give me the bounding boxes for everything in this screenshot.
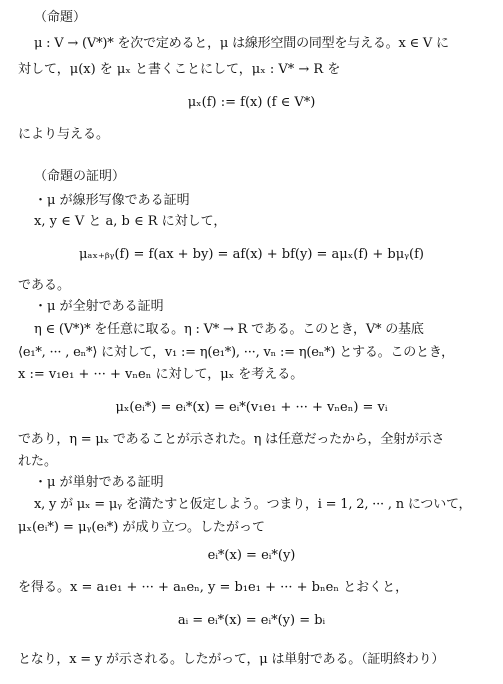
linearity-subheading: ・μ が線形写像である証明 [34, 193, 190, 208]
proof-heading: （命題の証明） [34, 169, 126, 184]
proof-text-line: x, y が μₓ = μᵧ を満たすと仮定しよう。つまり，i = 1, 2, ··· , n について， [34, 497, 472, 512]
surjectivity-formula: μₓ(eᵢ*) = eᵢ*(x) = eᵢ*(v₁e₁ + ··· + vₙeₙ) = vᵢ [115, 400, 388, 415]
definition-formula: μₓ(f) := f(x) (f ∈ V*) [187, 95, 316, 110]
injectivity-subheading: ・μ が単射である証明 [34, 475, 164, 490]
proof-text-line: x := v₁e₁ + ··· + vₙeₙ に対して，μₓ を考える。 [18, 367, 304, 382]
proof-text-line: ⟨e₁*, ··· , eₙ*⟩ に対して，v₁ := η(e₁*), ···, vₙ := η(eₙ*) とする。このとき， [18, 345, 454, 360]
surjectivity-subheading: ・μ が全射である証明 [34, 299, 164, 314]
coefficient-formula: aᵢ = eᵢ*(x) = eᵢ*(y) = bᵢ [177, 613, 326, 628]
proof-text-line: μₓ(eᵢ*) = μᵧ(eᵢ*) が成り立つ。したがって [18, 520, 265, 535]
proposition-heading: （命題） [34, 10, 87, 25]
proof-text-line: であり，η = μₓ であることが示された。η は任意だったから，全射が示さ [18, 432, 445, 447]
proof-text-line: x, y ∈ V と a, b ∈ R に対して， [34, 214, 227, 229]
linearity-formula: μₐₓ₊ᵦᵧ(f) = f(ax + by) = af(x) + bf(y) = aμₓ(f) + bμᵧ(f) [78, 247, 424, 262]
proof-conclusion-line: となり，x = y が示される。したがって，μ は単射である。（証明終わり） [18, 652, 445, 667]
proposition-text-line: μ : V → (V*)* を次で定めると，μ は線形空間の同型を与える。x ∈ V に [34, 36, 449, 51]
proof-text-line: れた。 [18, 454, 58, 469]
proposition-text-line: 対して，μ(x) を μₓ と書くことにして，μₓ : V* → R を [18, 62, 341, 77]
proof-text-line: である。 [18, 278, 71, 293]
proof-text-line: η ∈ (V*)* を任意に取る。η : V* → R である。このとき，V* の基底 [34, 322, 424, 337]
proposition-text-line: により与える。 [18, 127, 110, 142]
proof-text-line: を得る。x = a₁e₁ + ··· + aₙeₙ, y = b₁e₁ + ··· + bₙeₙ とおくと， [18, 580, 409, 595]
injectivity-formula: eᵢ*(x) = eᵢ*(y) [207, 548, 296, 563]
